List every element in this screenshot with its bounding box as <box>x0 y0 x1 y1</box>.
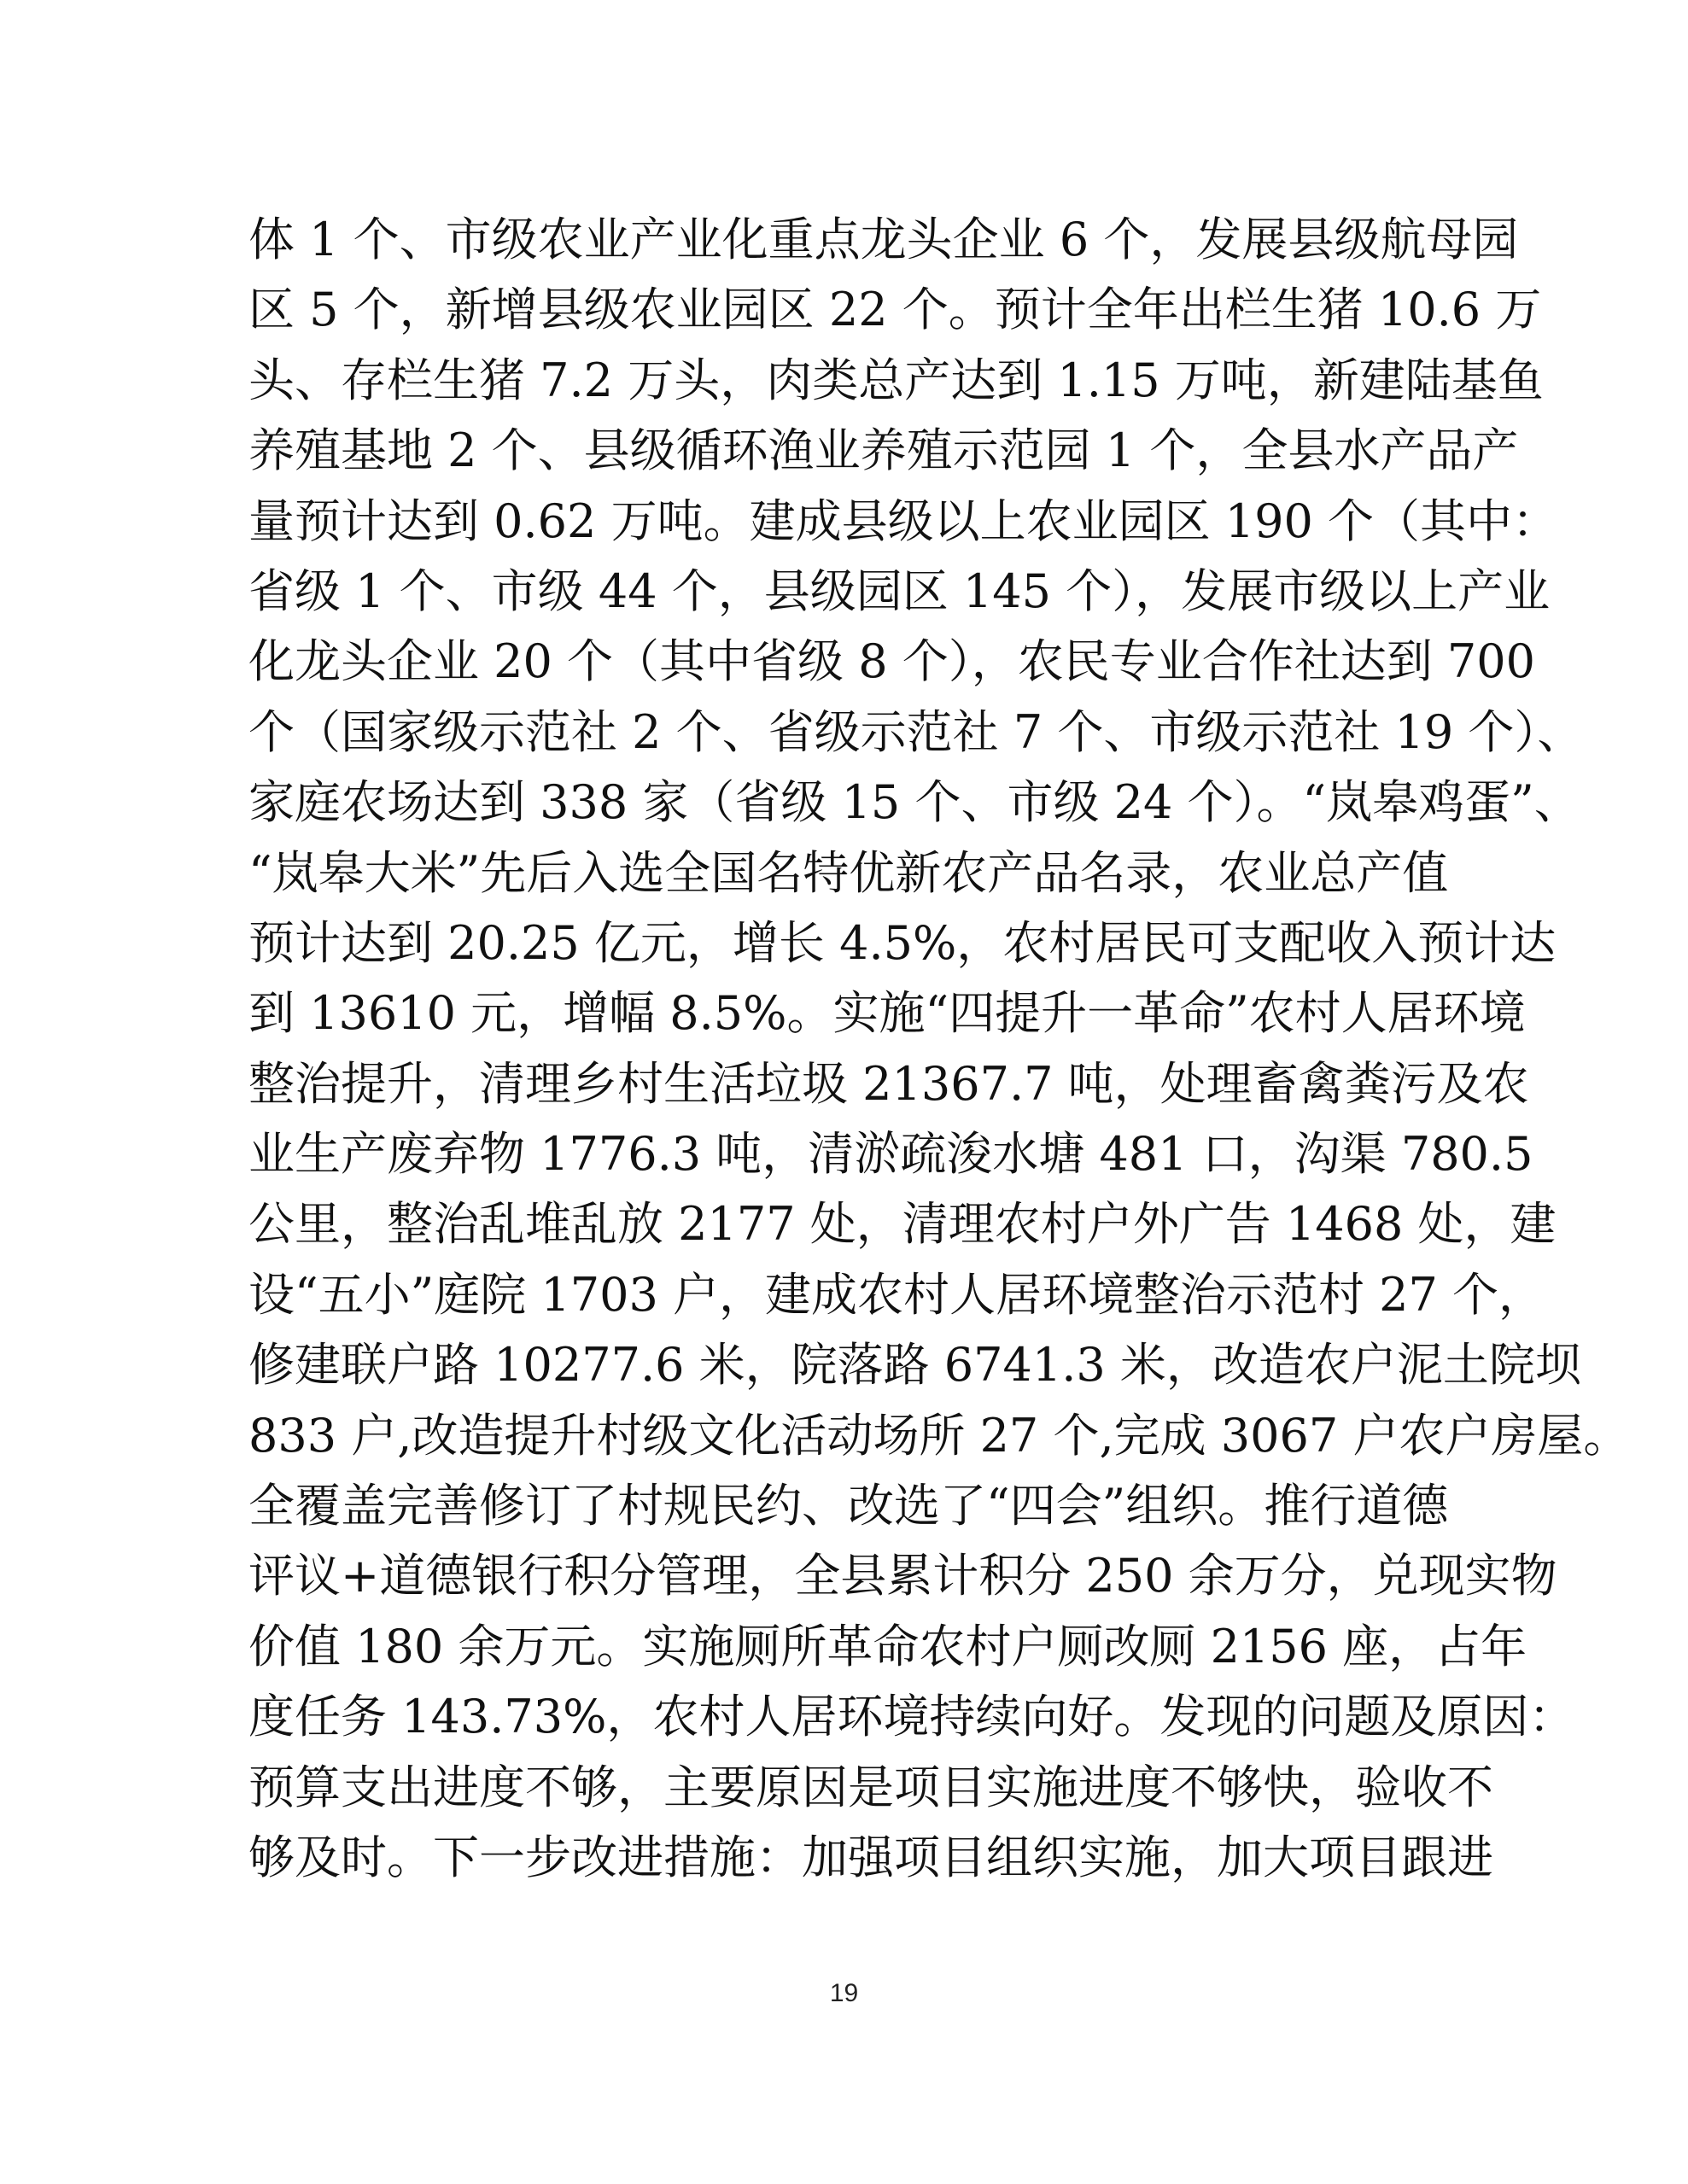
text-line: 预算支出进度不够，主要原因是项目实施进度不够快，验收不 <box>248 1760 1493 1814</box>
text-line: 化龙头企业 20 个（其中省级 8 个），农民专业合作社达到 700 <box>248 634 1535 689</box>
text-line: 公里，整治乱堆乱放 2177 处，清理农村户外广告 1468 处，建 <box>248 1197 1557 1252</box>
text-line: 全覆盖完善修订了村规民约、改选了“四会”组织。推行道德 <box>248 1479 1449 1533</box>
text-line: 养殖基地 2 个、县级循环渔业养殖示范园 1 个，全县水产品产 <box>248 423 1519 478</box>
text-line: 评议+道德银行积分管理，全县累计积分 250 余万分，兑现实物 <box>248 1549 1557 1603</box>
text-line: 省级 1 个、市级 44 个，县级园区 145 个），发展市级以上产业 <box>248 564 1551 618</box>
page-number: 19 <box>829 1979 859 2007</box>
text-line: 整治提升，清理乡村生活垃圾 21367.7 吨，处理畜禽粪污及农 <box>248 1056 1529 1111</box>
text-line: 量预计达到 0.62 万吨。建成县级以上农业园区 190 个（其中： <box>248 493 1558 548</box>
body-paragraph <box>248 205 1630 1893</box>
text-line: 价值 180 余万元。实施厕所革命农村户厕改厕 2156 座，占年 <box>248 1619 1527 1673</box>
text-line: 到 13610 元，增幅 8.5%。实施“四提升一革命”农村人居环境 <box>248 986 1526 1041</box>
text-line: 833 户,改造提升村级文化活动场所 27 个,完成 3067 户农户房屋。 <box>248 1408 1630 1463</box>
text-line: 区 5 个，新增县级农业园区 22 个。预计全年出栏生猪 10.6 万 <box>248 283 1542 337</box>
text-line: 体 1 个、市级农业产业化重点龙头企业 6 个，发展县级航母园 <box>248 213 1519 266</box>
text-line: 头、存栏生猪 7.2 万头，肉类总产达到 1.15 万吨，新建陆基鱼 <box>248 353 1544 407</box>
text-line: 预计达到 20.25 亿元，增长 4.5%，农村居民可支配收入预计达 <box>248 915 1557 970</box>
text-line: 家庭农场达到 338 家（省级 15 个、市级 24 个）。“岚皋鸡蛋”、 <box>248 775 1580 830</box>
text-line: 个（国家级示范社 2 个、省级示范社 7 个、市级示范社 19 个）、 <box>248 704 1584 759</box>
text-line: 度任务 143.73%，农村人居环境持续向好。发现的问题及原因： <box>248 1690 1575 1744</box>
text-line: “岚皋大米”先后入选全国名特优新农产品名录，农业总产值 <box>248 845 1449 900</box>
text-line: 设“五小”庭院 1703 户，建成农村人居环境整治示范村 27 个， <box>248 1267 1545 1322</box>
text-line: 够及时。下一步改进措施：加强项目组织实施，加大项目跟进 <box>248 1830 1493 1884</box>
text-line: 修建联户路 10277.6 米，院落路 6741.3 米，改造农户泥土院坝 <box>248 1338 1581 1393</box>
text-line: 业生产废弃物 1776.3 吨，清淤疏浚水塘 481 口，沟渠 780.5 <box>248 1127 1533 1182</box>
